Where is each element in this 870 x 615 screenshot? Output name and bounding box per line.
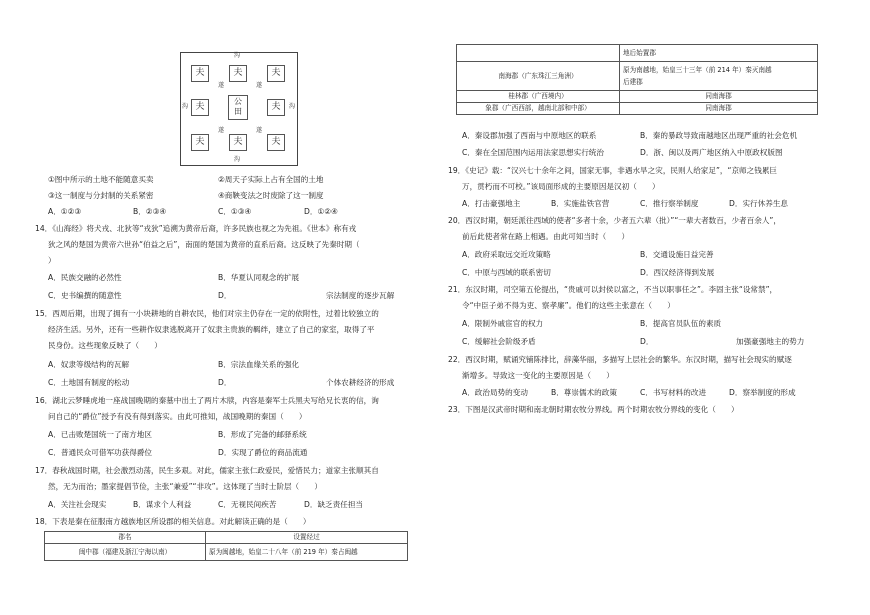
q14-option-a: A．民族交融的必然性 xyxy=(48,273,122,282)
q16-option-b: B．形成了完备的邮驿系统 xyxy=(218,430,307,439)
q15-option-d-text: 个体农耕经济的形成 xyxy=(326,378,395,387)
q14-line-3: ） xyxy=(48,256,56,265)
q21-option-c: C．缓解社会阶级矛盾 xyxy=(462,337,536,346)
table-cell: 闽中郡（福建及浙江宁海以南） xyxy=(45,544,206,561)
q13-option-d: D．①②④ xyxy=(304,207,338,216)
table-cell: 南海郡（广东珠江三角洲） xyxy=(457,62,620,91)
farm-plot: 夫 xyxy=(229,134,247,151)
q20-option-d: D．西汉经济得到发展 xyxy=(640,268,715,277)
path-label: 遂 xyxy=(256,127,263,134)
q18-option-d: D．浙、闽以及两广地区纳入中原政权版图 xyxy=(640,148,783,157)
farm-plot: 夫 xyxy=(267,65,285,82)
table-cell-empty xyxy=(457,45,620,62)
path-label: 遂 xyxy=(256,82,263,89)
farm-plot: 夫 xyxy=(191,134,209,151)
q15-option-a: A．奴隶等级结构的瓦解 xyxy=(48,360,130,369)
q13-option-b: B．②③④ xyxy=(133,207,167,216)
q14-line-2: 狄之风的楚国为黄帝六世孙“伯益之后”，南面的楚国为黄帝的直系后裔。这反映了先秦时期（ xyxy=(48,240,360,249)
table-cell: 同南海郡 xyxy=(620,103,818,115)
road-top-label: 沟 xyxy=(234,52,241,59)
q18-line-1: 18．下表是秦在征服南方越族地区所设郡的相关信息。对此解读正确的是（ ） xyxy=(35,517,311,526)
table-cell: 桂林郡（广西境内） xyxy=(457,91,620,103)
q21-option-d: D． xyxy=(640,337,654,346)
q19-option-b: B．实施盐铁官营 xyxy=(551,199,610,208)
q16-line-1: 16．湖北云梦睡虎地一座战国晚期的秦墓中出土了两片木牍，内容是秦军士兵黑夫写给兄长衷的信，询 xyxy=(35,396,379,405)
q19-option-c: C．推行察举制度 xyxy=(640,199,699,208)
farm-plot: 夫 xyxy=(191,65,209,82)
table-cell xyxy=(620,62,818,91)
q13-option-c: C．①③④ xyxy=(218,207,252,216)
q19-line-2: 万，贯朽而不可校。”该局面形成的主要原因是汉初（ ） xyxy=(462,182,660,191)
q14-option-c: C．史书编撰的随意性 xyxy=(48,291,122,300)
q19-option-d: D．实行休养生息 xyxy=(729,199,789,208)
q18-option-c: C．秦在全国范围内运用法家思想实行统治 xyxy=(462,148,604,157)
q13-statement-2: ②周天子实际上占有全国的土地 xyxy=(218,175,324,184)
q17-line-1: 17．春秋战国时期，社会激烈动荡，民生多艰。对此，儒家主张仁政爱民，爱惜民力；道家主张顺其自 xyxy=(35,466,379,475)
table-header-col1: 郡名 xyxy=(45,532,206,544)
q18-table-right xyxy=(456,44,818,115)
public-field-char2: 田 xyxy=(234,107,242,116)
q16-option-a: A．已击败楚国统一了南方地区 xyxy=(48,430,152,439)
q16-option-d: D．实现了爵位的商品流通 xyxy=(218,448,308,457)
q21-line-1: 21．东汉时期，司空第五伦提出，“贵戚可以封侯以富之，不当以职事任之”。李固主张“设常禁”， xyxy=(448,285,778,294)
q21-line-2: 令“中臣子弟不得为吏、察孝廉”。他们的这些主张意在（ ） xyxy=(462,301,675,310)
table-header-col2: 设置经过 xyxy=(206,532,408,544)
q13-statement-3: ③这一制度与分封制的关系紧密 xyxy=(48,191,154,200)
q13-statement-4: ④商鞅变法之时废除了这一制度 xyxy=(218,191,324,200)
q20-option-c: C．中原与西域的联系密切 xyxy=(462,268,551,277)
q13-option-a: A．①②③ xyxy=(48,207,82,216)
public-field-char1: 公 xyxy=(234,97,242,106)
q22-option-a: A．政治局势的变动 xyxy=(462,388,528,397)
q15-option-b: B．宗法血缘关系的强化 xyxy=(218,360,300,369)
q18-option-a: A．秦设郡加强了西南与中原地区的联系 xyxy=(462,131,597,140)
q22-option-b: B．尊崇儒术的政策 xyxy=(551,388,617,397)
q16-option-c: C．普通民众可借军功获得爵位 xyxy=(48,448,153,457)
road-bottom-label: 沟 xyxy=(234,156,241,163)
q15-line-2: 经济生活。另外，还有一些耕作奴隶逃脱离开了奴隶主贵族的羁绊，建立了自己的家室，取得了平 xyxy=(48,325,375,334)
q15-option-d: D． xyxy=(218,378,232,387)
q21-option-a: A．限制外戚宦官的权力 xyxy=(462,319,544,328)
table-cell-line: 原为南越地，始皇三十三年（前 214 年）秦灭南越 xyxy=(623,66,772,74)
path-label: 遂 xyxy=(218,127,225,134)
table-cell: 同南海郡 xyxy=(620,91,818,103)
q17-option-d: D．缺乏责任担当 xyxy=(304,500,364,509)
table-cell: 象郡（广西西部，越南北部和中部） xyxy=(457,103,620,115)
q20-option-b: B．交通设施日益完善 xyxy=(640,250,714,259)
path-label: 遂 xyxy=(218,82,225,89)
q15-line-3: 民身份。这些现象反映了（ ） xyxy=(48,341,162,350)
q20-line-2: 前后此使者常在路上相遇。由此可知当时（ ） xyxy=(462,232,630,241)
table-cell: 原为闽越地，始皇二十八年（前 219 年）秦占闽越 xyxy=(206,544,408,561)
q15-line-1: 15．西周后期，出现了拥有一小块耕地的自耕农民，他们对宗主仍存在一定的依附性，过着比较独立的 xyxy=(35,309,379,318)
q16-line-2: 问自己的“爵位”授予有没有得到落实。由此可推知，战国晚期的秦国（ ） xyxy=(48,412,307,421)
q21-option-d-text: 加强豪强地主的势力 xyxy=(736,337,805,346)
q13-statement-1: ①图中所示的土地不能随意买卖 xyxy=(48,175,154,184)
q14-option-d-text: 宗法制度的逐步瓦解 xyxy=(326,291,395,300)
road-right-label: 沟 xyxy=(289,103,296,110)
table-cell-line: 后建郡 xyxy=(623,78,643,86)
q14-option-d: D． xyxy=(218,291,232,300)
q18-option-b: B．秦的暴政导致南越地区出现严重的社会危机 xyxy=(640,131,798,140)
q22-option-d: D．察举制度的形成 xyxy=(729,388,796,397)
q23-line-1: 23．下图是汉武帝时期和南北朝时期农牧分界线。两个时期农牧分界线的变化（ ） xyxy=(448,405,739,414)
q14-option-b: B．华夏认同观念的扩展 xyxy=(218,273,300,282)
farm-plot: 夫 xyxy=(267,134,285,151)
table-cell: 地后始置郡 xyxy=(620,45,818,62)
q18-table-left xyxy=(44,531,408,561)
q17-option-c: C．无视民间疾苦 xyxy=(218,500,277,509)
farm-plot: 夫 xyxy=(191,99,209,116)
q14-line-1: 14．《山海经》将犬戎、北狄等“戎狄”追溯为黄帝后裔，许多民族也视之为先祖。《世本》称有戎 xyxy=(35,224,357,233)
q19-line-1: 19．《史记》载：“汉兴七十余年之间，国家无事，非遇水旱之灾，民则人给家足”，“京师之钱累巨 xyxy=(448,166,778,175)
q17-option-b: B．谋求个人利益 xyxy=(133,500,192,509)
q15-option-c: C．土地国有制度的松动 xyxy=(48,378,130,387)
q22-line-1: 22．西汉时期，赋诵究铺陈排比，辞藻华丽，多描写上层社会的繁华。东汉时期，描写社会现实的赋逐 xyxy=(448,355,792,364)
q21-option-b: B．提高官员队伍的素质 xyxy=(640,319,722,328)
q17-line-2: 然，无为而治；墨家提倡节俭，主张“兼爱”“非攻”。这体现了当时士阶层（ ） xyxy=(48,482,322,491)
q17-option-a: A．关注社会现实 xyxy=(48,500,107,509)
road-left-label: 沟 xyxy=(182,103,189,110)
q20-option-a: A．政府采取远交近攻策略 xyxy=(462,250,551,259)
farm-plot: 夫 xyxy=(267,99,285,116)
farm-plot: 夫 xyxy=(229,65,247,82)
q20-line-1: 20．西汉时期，朝廷派往西域的使者“多者十余，少者五六辈（批）”“一辈大者数百，少者百余人”， xyxy=(448,216,781,225)
q22-line-2: 渐增多。导致这一变化的主要原因是（ ） xyxy=(462,371,614,380)
q22-option-c: C．书写材料的改进 xyxy=(640,388,707,397)
well-field-diagram xyxy=(180,52,298,166)
q19-option-a: A．打击豪强地主 xyxy=(462,199,521,208)
public-field xyxy=(228,95,248,120)
